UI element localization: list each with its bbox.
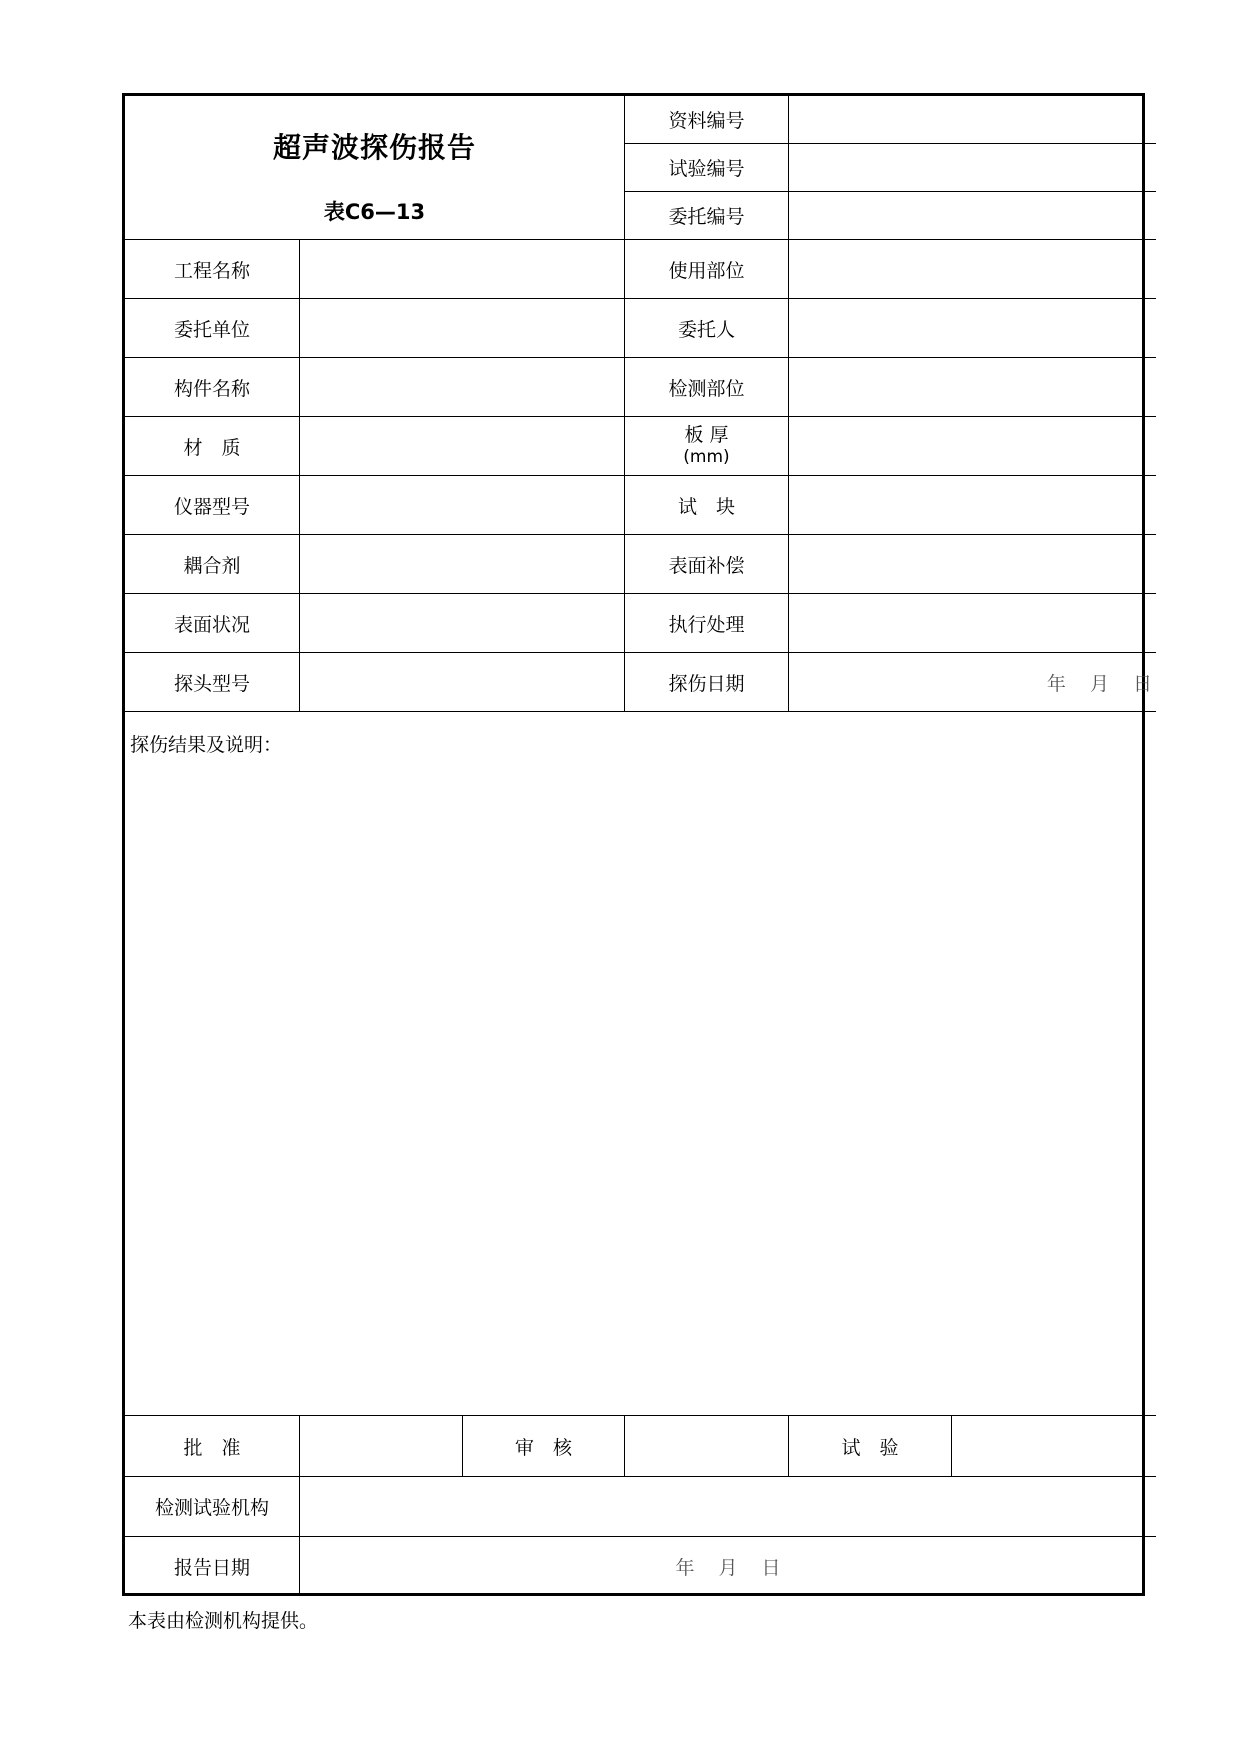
client-person-label: 委托人 <box>625 299 789 358</box>
form-title: 超声波探伤报告 <box>272 131 476 164</box>
institution-field[interactable] <box>300 1477 1156 1537</box>
report-date-label: 报告日期 <box>125 1537 300 1596</box>
doc-no-field[interactable] <box>789 96 1156 144</box>
footnote: 本表由检测机构提供。 <box>128 1610 319 1632</box>
results-label: 探伤结果及说明： <box>130 734 283 756</box>
form-title-block <box>125 96 625 240</box>
review-field[interactable] <box>625 1416 789 1477</box>
plate-thickness-label: 板 厚 <box>684 424 729 446</box>
approve-field[interactable] <box>300 1416 463 1477</box>
inspection-location-label: 检测部位 <box>625 358 789 417</box>
ultrasonic-report-form <box>122 93 1152 1596</box>
review-label: 审 核 <box>463 1416 625 1477</box>
tester-label: 试 验 <box>789 1416 952 1477</box>
client-person-field[interactable] <box>789 299 1156 358</box>
component-name-field[interactable] <box>300 358 625 417</box>
instrument-model-label: 仪器型号 <box>125 476 300 535</box>
plate-thickness-field[interactable] <box>789 417 1156 476</box>
test-block-field[interactable] <box>789 476 1156 535</box>
execution-treatment-field[interactable] <box>789 594 1156 653</box>
doc-no-label: 资料编号 <box>625 96 789 144</box>
inspection-date-label: 探伤日期 <box>625 653 789 712</box>
execution-treatment-label: 执行处理 <box>625 594 789 653</box>
report-date-field[interactable]: 年 月 日 <box>675 1557 781 1579</box>
usage-location-label: 使用部位 <box>625 240 789 299</box>
material-field[interactable] <box>300 417 625 476</box>
test-no-field[interactable] <box>789 144 1156 192</box>
inspection-location-field[interactable] <box>789 358 1156 417</box>
commission-no-field[interactable] <box>789 192 1156 240</box>
surface-compensation-label: 表面补偿 <box>625 535 789 594</box>
usage-location-field[interactable] <box>789 240 1156 299</box>
probe-model-field[interactable] <box>300 653 625 712</box>
test-block-label: 试 块 <box>625 476 789 535</box>
institution-label: 检测试验机构 <box>125 1477 300 1537</box>
client-unit-field[interactable] <box>300 299 625 358</box>
surface-condition-field[interactable] <box>300 594 625 653</box>
surface-compensation-field[interactable] <box>789 535 1156 594</box>
inspection-date-field[interactable]: 年 月 日 <box>789 653 1156 712</box>
couplant-field[interactable] <box>300 535 625 594</box>
material-label: 材 质 <box>125 417 300 476</box>
instrument-model-field[interactable] <box>300 476 625 535</box>
plate-thickness-unit: (mm) <box>683 447 730 467</box>
results-area[interactable] <box>125 712 1156 1416</box>
commission-no-label: 委托编号 <box>625 192 789 240</box>
component-name-label: 构件名称 <box>125 358 300 417</box>
project-name-field[interactable] <box>300 240 625 299</box>
tester-field[interactable] <box>952 1416 1156 1477</box>
form-table-number: 表C6—13 <box>323 200 426 224</box>
surface-condition-label: 表面状况 <box>125 594 300 653</box>
project-name-label: 工程名称 <box>125 240 300 299</box>
couplant-label: 耦合剂 <box>125 535 300 594</box>
test-no-label: 试验编号 <box>625 144 789 192</box>
approve-label: 批 准 <box>125 1416 300 1477</box>
probe-model-label: 探头型号 <box>125 653 300 712</box>
client-unit-label: 委托单位 <box>125 299 300 358</box>
plate-thickness-label-cell <box>625 417 789 476</box>
